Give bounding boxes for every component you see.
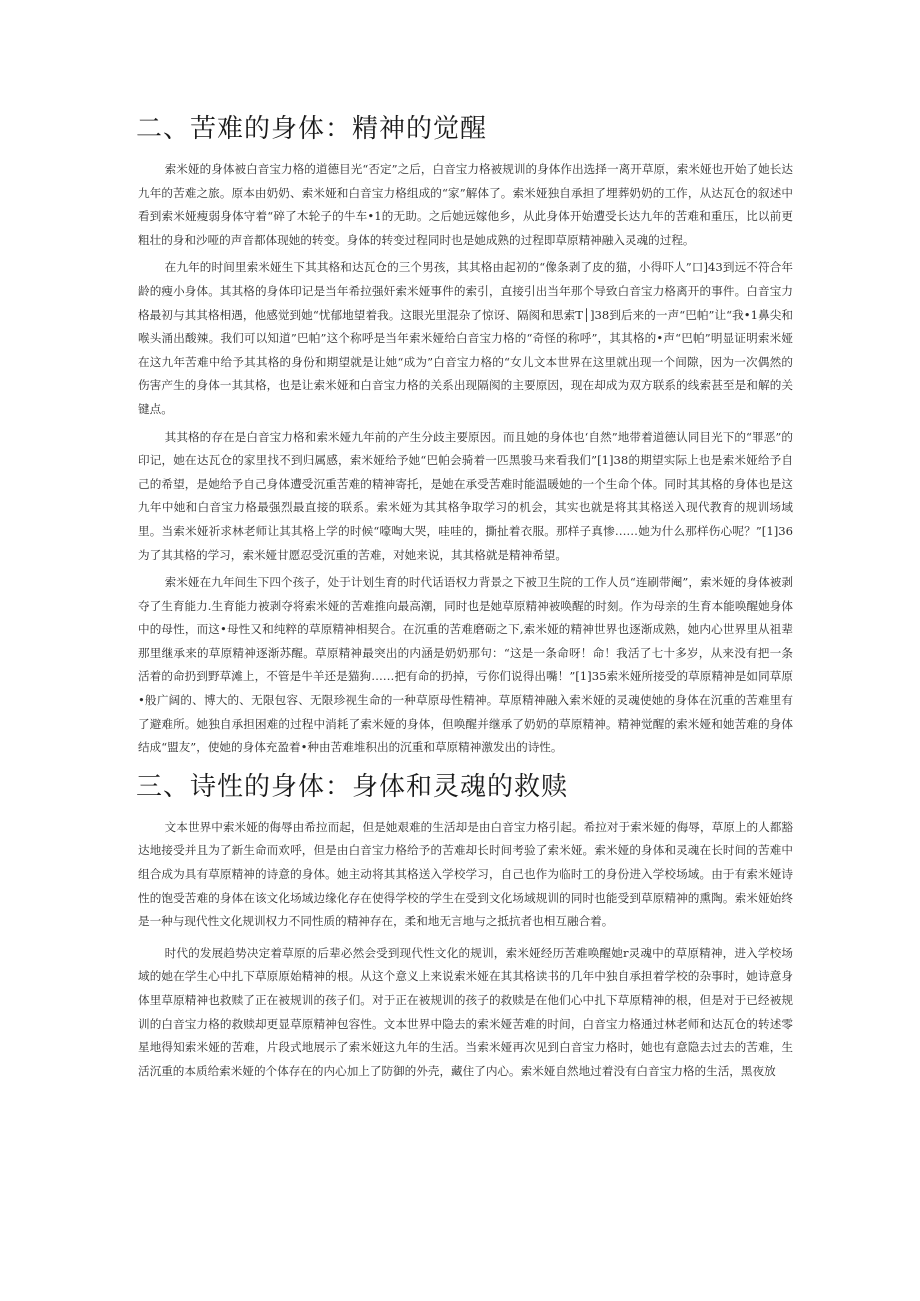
section-heading-poetic-body: 三、诗性的身体：身体和灵魂的救赎 [136,771,569,802]
section-heading-suffering-body: 二、苦难的身体：精神的觉醒 [136,114,488,144]
document-body [138,112,793,1087]
paragraph: 时代的发展趋势决定着草原的后辈必然会受到现代性文化的规训，索米娅经历苦难唤醒她r灵魂中的草原精神，进入学校场域的她在学生心中扎下草原原始精神的根。从这个意义上来说索米娅在其其格读书的几年中独自承担着学校的杂事时，她诗意身体里草原精神也救赎了正在被规训的孩子们。对于正在被规训的孩子的救赎是在他们心中扎下草原精神的根，但是对于已经被规训的白音宝力格的救赎却更显草原精神包容性。文本世界中隐去的索米娅苦难的时间，白音宝力格通过林老师和达瓦仓的转述零星地得知索米娅的苦难，片段式地展示了索米娅这九年的生活。当索米娅再次见到白音宝力格时，她也有意隐去过去的苦难，生活沉重的本质给索米娅的个体存在的内心加上了防御的外壳，藏住了内心。索米娅自然地过着没有白音宝力格的生活，黑夜放 [138,945,793,1078]
paragraph: 索米娅在九年间生下四个孩子，处于计划生育的时代话语权力背景之下被卫生院的工作人员“连刷带阉”，索米娅的身体被剥夺了生育能力.生育能力被剥夺将索米娅的苦难推向最高潮，同时也是她草原精神被唤醒的时刻。作为母亲的生育本能唤醒她身体中的母性，而这•母性又和纯粹的草原精神相契合。在沉重的苦难磨砺之下,索米娅的精神世界也逐渐成熟，她内心世界里从祖辈那里继承来的草原精神逐渐苏醒。草原精神最突出的内涵是奶奶那句：“这是一条命呀！命！我活了七十多岁，从来没有把一条活着的命扔到野草滩上，不管是牛羊还是猫狗……把有命的扔掉，亏你们说得出嘴！”[1]35索米娅所接受的草原精神是如同草原•般广阔的、博大的、无限包容、无限珍视生命的一种草原母性精神。草原精神融入索米娅的灵魂使她的身体在沉重的苦难里有了避难所。她独自承担困难的过程中消耗了索米娅的身体，但唤醒并继承了奶奶的草原精神。精神觉醒的索米娅和她苦难的身体结成“盟友”，使她的身体充盈着•种由苦难堆积出的沉重和草原精神激发出的诗性。 [138,575,793,755]
paragraph: 索米娅的身体被白音宝力格的道德目光“否定”之后，白音宝力格被规训的身体作出选择一离开草原，索米娅也开始了她长达九年的苦难之旅。原本由奶奶、索米娅和白音宝力格组成的“家”解体了。索米娅独自承担了埋葬奶奶的工作，从达瓦仓的叙述中看到索米娅瘦弱身体守着“碎了木轮子的牛车•1的无助。之后她远嫁他乡，从此身体开始遭受长达九年的苦难和重压，比以前更粗壮的身和沙哑的声音都体现她的转变。身体的转变过程同时也是她成熟的过程即草原精神融入灵魂的过程。 [138,162,793,247]
paragraph: 在九年的时间里索米娅生下其其格和达瓦仓的三个男孩，其其格由起初的“像条剥了皮的猫，小得吓人”口]43到远不符合年龄的瘦小身体。其其格的身体印记是当年希拉强奸索米娅事件的索引，直接引出当年那个导致白音宝力格离开的事件。白音宝力格最初与其其格相遇，他感觉到她“忧郁地望着我。这眼光里混杂了惊讶、隔阂和思索T│]38到后来的一声“巴帕”让“我•1鼻尖和喉头涌出酸辣。我们可以知道”巴帕”这个称呼是当年索米娅给白音宝力格的“奇怪的称呼”，其其格的•声“巴帕”明显证明索米娅在这九年苦难中给予其其格的身份和期望就是让她“成为”白音宝力格的“女儿文本世界在这里就出现一个间隙，因为一次偶然的伤害产生的身体一其其格，也是让索米娅和白音宝力格的关系出现隔阂的主要原因，现在却成为双方联系的线索甚至是和解的关键点。 [138,260,793,416]
paragraph: 文本世界中索米娅的侮辱由希拉而起，但是她艰难的生活却是由白音宝力格引起。希拉对于索米娅的侮辱，草原上的人都豁达地接受并且为了新生命而欢呼，但是由白音宝力格给予的苦难却长时间考验了索米娅。索米娅的身体和灵魂在长时间的苦难中组合成为具有草原精神的诗意的身体。她主动将其其格送入学校学习，自己也作为临时工的身份进入学校场域。由于有索米娅诗性的饱受苦难的身体在该文化场域边缘化存在使得学校的学生在受到文化场域规训的同时也能受到草原精神的熏陶。索米娅始终是一种与现代性文化规训权力不同性质的精神存在，柔和地无言地与之抵抗者也相互融合着。 [138,819,793,929]
paragraph: 其其格的存在是白音宝力格和索米娅九年前的产生分歧主要原因。而且她的身体也‘自然”地带着道德认同目光下的“罪恶”的印记，她在达瓦仓的家里找不到归属感，索米娅给予她“巴帕会骑着一匹黑骏马来看我们”[1]38的期望实际上也是索米娅给予自己的希望，是她给予自己身体遭受沉重苦难的精神寄托，是她在承受苦难时能温暖她的一个生命个体。同时其其格的身体也是这九年中她和白音宝力格最强烈最直接的联系。索米娅为其其格争取学习的机会，其实也就是将其其格送入现代教育的规训场域里。当索米娅祈求林老师让其其格上学的时候“嚎啕大哭，哇哇的，撕扯着衣服。那样子真惨……她为什么那样伤心呢？”[1]36为了其其格的学习，索米娅甘愿忍受沉重的苦难，对她来说，其其格就是精神希望。 [138,429,793,562]
